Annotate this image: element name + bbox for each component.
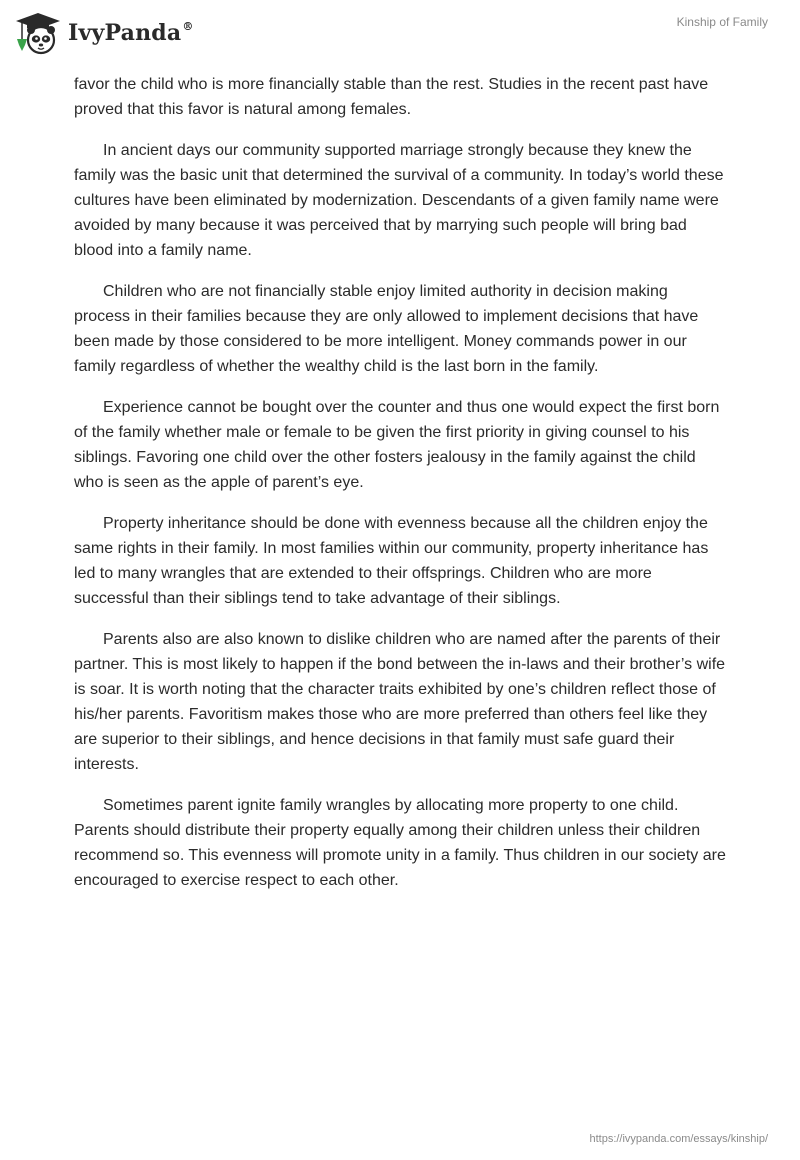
panda-graduate-logo-icon (14, 11, 62, 55)
paragraph: favor the child who is more financially stable than the rest. Studies in the recent past have proved that this favor is natural among females. (74, 76, 709, 118)
paragraph: Children who are not financially stable enjoy limited authority in decision making process in their families because they are only allowed to implement decisions that have been made by those considered to be more intelligent. Money commands power in our family regardless of whether the wealthy child is the last born in the family. (74, 283, 699, 375)
document-title: Kinship of Family (676, 15, 768, 29)
essay-body (74, 72, 726, 909)
paragraph: Property inheritance should be done with evenness because all the children enjoy the same rights in their family. In most families within our community, property inheritance has led to many wrangles that are extended to their offsprings. Children who are more successful than their siblings tend to take advantage of their siblings. (74, 515, 709, 607)
source-url[interactable]: https://ivypanda.com/essays/kinship/ (589, 1133, 768, 1145)
page-header (0, 0, 800, 70)
registered-mark: ® (182, 19, 194, 33)
ivypanda-logo[interactable] (14, 8, 194, 58)
paragraph: Experience cannot be bought over the counter and thus one would expect the first born of the family whether male or female to be given the first priority in giving counsel to his siblings. Favoring one child over the other fosters jealousy in the family against the child who is seen as the apple of parent’s eye. (74, 399, 720, 491)
paragraph: Parents also are also known to dislike children who are named after the parents of their partner. This is most likely to happen if the bond between the in-laws and their brother’s wife is soar. It is worth noting that the character traits exhibited by one’s children reflect those of his/her parents. Favoritism makes those who are more preferred than others feel like they are superior to their siblings, and hence decisions in that family must safe guard their interests. (74, 631, 726, 773)
brand-name: IvyPanda® (68, 19, 194, 46)
paragraph: In ancient days our community supported marriage strongly because they knew the family was the basic unit that determined the survival of a community. In today’s world these cultures have been eliminated by modernization. Descendants of a given family name were avoided by many because it was perceived that by marrying such people will bring bad blood into a family name. (74, 142, 724, 259)
paragraph: Sometimes parent ignite family wrangles by allocating more property to one child. Parents should distribute their property equally among their children unless their children recommend so. This evenness will promote unity in a family. Thus children in our society are encouraged to exercise respect to each other. (74, 797, 726, 889)
